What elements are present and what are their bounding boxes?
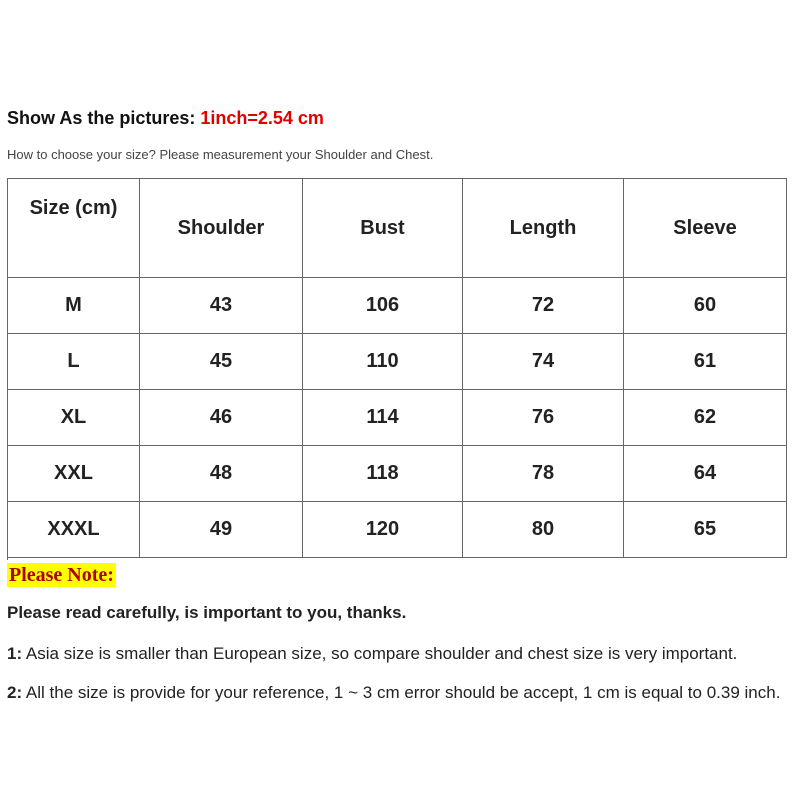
- cell-shoulder: 49: [140, 502, 303, 558]
- cell-size: XXXL: [8, 502, 140, 558]
- cell-bust: 118: [303, 446, 463, 502]
- note-item-2: [7, 683, 780, 703]
- table-row: [8, 278, 787, 334]
- cell-size: XXL: [8, 446, 140, 502]
- cell-size: M: [8, 278, 140, 334]
- cell-length: 80: [463, 502, 624, 558]
- table-header-row: [8, 179, 787, 278]
- table-row: [8, 446, 787, 502]
- table-row: [8, 502, 787, 558]
- cell-shoulder: 45: [140, 334, 303, 390]
- cell-shoulder: 43: [140, 278, 303, 334]
- note-item-text: All the size is provide for your reference, 1 ~ 3 cm error should be accept, 1 cm is equal to 0.39 inch.: [22, 683, 781, 702]
- heading-prefix: Show As the pictures:: [7, 108, 201, 128]
- cell-sleeve: 60: [624, 278, 787, 334]
- table-row: [8, 390, 787, 446]
- cell-size: L: [8, 334, 140, 390]
- cell-sleeve: 64: [624, 446, 787, 502]
- table-edge-line: [7, 540, 8, 560]
- size-chart-table: [7, 178, 787, 558]
- page-heading: [7, 108, 324, 129]
- header-size: Size (cm): [8, 179, 140, 278]
- header-shoulder: Shoulder: [140, 179, 303, 278]
- cell-length: 72: [463, 278, 624, 334]
- cell-size: XL: [8, 390, 140, 446]
- cell-sleeve: 65: [624, 502, 787, 558]
- cell-bust: 114: [303, 390, 463, 446]
- header-bust: Bust: [303, 179, 463, 278]
- header-sleeve: Sleeve: [624, 179, 787, 278]
- note-item-number: 1:: [7, 644, 23, 663]
- cell-shoulder: 46: [140, 390, 303, 446]
- cell-sleeve: 62: [624, 390, 787, 446]
- cell-bust: 110: [303, 334, 463, 390]
- table-row: [8, 334, 787, 390]
- note-title: Please Note:: [9, 564, 114, 586]
- cell-bust: 120: [303, 502, 463, 558]
- cell-shoulder: 48: [140, 446, 303, 502]
- inch-conversion: 1inch=2.54 cm: [200, 108, 324, 128]
- note-intro: Please read carefully, is important to you, thanks.: [7, 603, 407, 622]
- note-item-number: 2:: [7, 683, 23, 702]
- cell-sleeve: 61: [624, 334, 787, 390]
- cell-length: 78: [463, 446, 624, 502]
- cell-length: 76: [463, 390, 624, 446]
- size-instructions: How to choose your size? Please measurement your Shoulder and Chest.: [7, 147, 434, 162]
- cell-bust: 106: [303, 278, 463, 334]
- note-item-1: [7, 644, 737, 664]
- header-length: Length: [463, 179, 624, 278]
- cell-length: 74: [463, 334, 624, 390]
- note-item-text: Asia size is smaller than European size, so compare shoulder and chest size is very important.: [22, 644, 738, 663]
